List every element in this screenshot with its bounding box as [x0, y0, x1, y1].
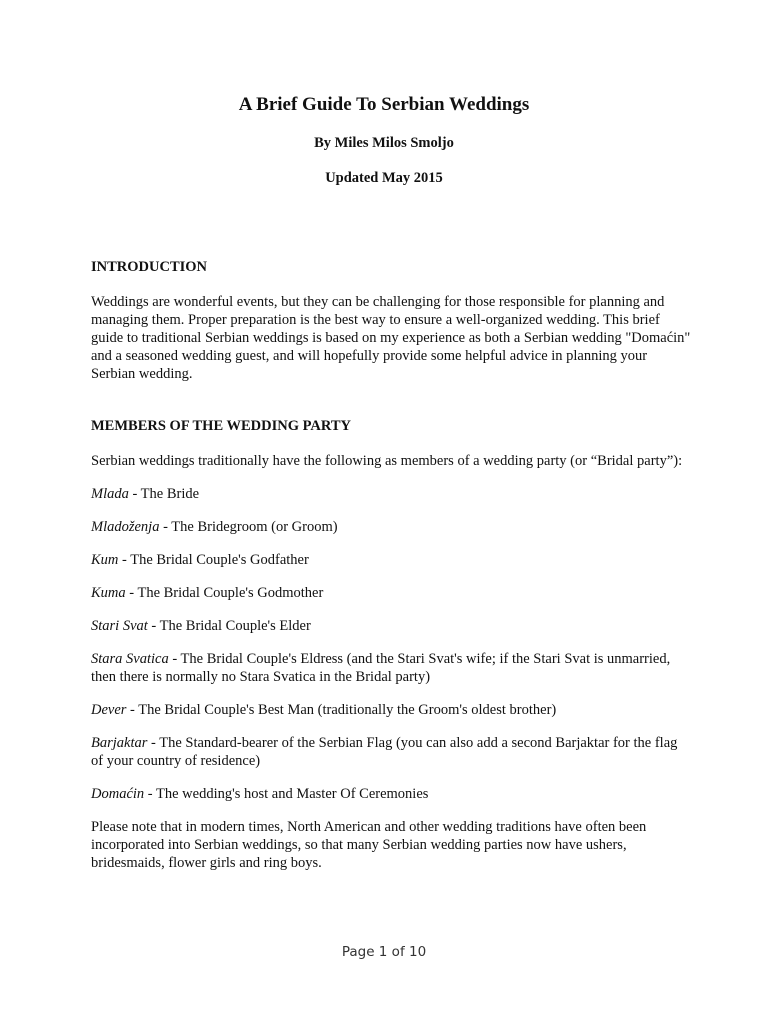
member-term: Mladoženja: [91, 519, 160, 535]
wedding-party-heading: MEMBERS OF THE WEDDING PARTY: [91, 418, 351, 434]
member-description: - The Bridal Couple's Elder: [147, 618, 311, 634]
member-entry: [91, 650, 691, 686]
member-entry: [91, 734, 691, 770]
member-entry: [91, 584, 691, 602]
member-description: - The Standard-bearer of the Serbian Flag (you can also add a second Barjaktar for the flag of your country of residence): [91, 735, 678, 769]
member-entry: [91, 617, 691, 635]
member-term: Barjaktar: [91, 735, 148, 751]
member-term: Stara Svatica: [91, 651, 169, 667]
document-body: [91, 258, 691, 872]
wedding-party-intro: Serbian weddings traditionally have the following as members of a wedding party (or “Bridal party”):: [91, 453, 683, 469]
member-description: - The Bridal Couple's Eldress (and the Stari Svat's wife; if the Stari Svat is unmarried, then there is normally no Stara Svatica in the Bridal party): [91, 651, 671, 685]
member-term: Kum: [91, 552, 119, 568]
member-term: Stari Svat: [91, 618, 148, 634]
member-entry: [91, 551, 691, 569]
member-description: - The Bridal Couple's Best Man (traditionally the Groom's oldest brother): [126, 702, 557, 718]
introduction-paragraph: Weddings are wonderful events, but they can be challenging for those responsible for planning and managing them. Proper preparation is the best way to ensure a well-organized wedding. This brief guide to traditional Serbian weddings is based on my experience as both a Serbian wedding "Domaćin" and a seasoned wedding guest, and will hopefully provide some helpful advice in planning your Serbian wedding.: [91, 294, 691, 382]
member-description: - The Bridegroom (or Groom): [159, 519, 338, 535]
introduction-heading: INTRODUCTION: [91, 259, 208, 275]
document-title: A Brief Guide To Serbian Weddings: [238, 94, 530, 115]
document-byline: By Miles Milos Smoljo: [314, 135, 454, 151]
page-number: Page 1 of 10: [341, 944, 427, 960]
member-term: Mlada: [91, 486, 129, 502]
member-entry: [91, 485, 691, 503]
wedding-party-note: Please note that in modern times, North American and other wedding traditions have often been incorporated into Serbian weddings, so that many Serbian wedding parties now have ushers, bridesmaids, flower girls and ring boys.: [91, 819, 647, 871]
member-entry: [91, 701, 691, 719]
member-term: Dever: [91, 702, 127, 718]
member-description: - The Bride: [128, 486, 200, 502]
member-entry: [91, 518, 691, 536]
member-term: Domaćin: [91, 786, 145, 802]
member-description: - The wedding's host and Master Of Ceremonies: [144, 786, 429, 802]
member-description: - The Bridal Couple's Godmother: [125, 585, 324, 601]
member-description: - The Bridal Couple's Godfather: [118, 552, 309, 568]
member-entry: [91, 785, 691, 803]
member-term: Kuma: [91, 585, 126, 601]
document-updated-date: Updated May 2015: [325, 170, 443, 186]
